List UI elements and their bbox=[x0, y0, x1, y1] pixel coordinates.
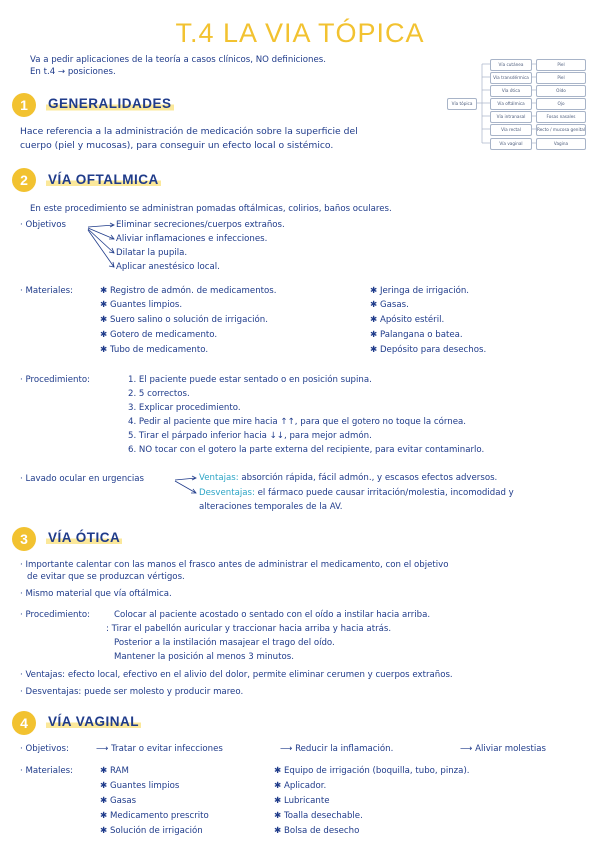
bullet-dot: · bbox=[20, 687, 23, 697]
route-table-left: Vía ótica bbox=[490, 85, 532, 97]
s4-objective-text: Aliviar molestias bbox=[475, 744, 547, 754]
route-table-right: Ojo bbox=[536, 98, 586, 110]
s3-desventajas-label: Desventajas: bbox=[25, 687, 82, 697]
s2-material-text: Apósito estéril. bbox=[379, 315, 445, 325]
s2-materials-label-text: Materiales: bbox=[25, 286, 74, 296]
s2-material-text: Tubo de medicamento. bbox=[109, 345, 209, 355]
s2-objective: Aliviar inflamaciones e infecciones. bbox=[116, 234, 268, 244]
s4-material-text: RAM bbox=[109, 766, 129, 776]
s2-objective: Aplicar anestésico local. bbox=[116, 262, 220, 272]
route-table-right: Piel bbox=[536, 59, 586, 71]
s2-material-text: Registro de admón. de medicamentos. bbox=[109, 286, 277, 296]
s1-text-1: Hace referencia a la administración de medicación sobre la superficie del bbox=[20, 126, 358, 137]
s2-material-text: Guantes limpios. bbox=[109, 300, 183, 310]
s4-material-right: ✱ Bolsa de desecho bbox=[274, 826, 360, 836]
s2-procedure-label-text: Procedimiento: bbox=[25, 375, 90, 385]
s1-text-2: cuerpo (piel y mucosas), para conseguir un efecto local o sistémico. bbox=[20, 140, 334, 151]
s4-material-left: ✱ Gasas bbox=[100, 796, 137, 806]
s3-proc-step: : Tirar el pabellón auricular y traccionar hacia arriba y hacia atrás. bbox=[106, 624, 392, 634]
s2-desventajas-text: el fármaco puede causar irritación/molestia, incomodidad y bbox=[257, 488, 514, 498]
route-table-left: Vía cutánea bbox=[490, 59, 532, 71]
route-table-left: Vía oftálmica bbox=[490, 98, 532, 110]
s2-desventajas bbox=[199, 488, 514, 499]
s4-material-left: ✱ Guantes limpios bbox=[100, 781, 180, 791]
s2-step: 6. NO tocar con el gotero la parte externa del recipiente, para evitar contaminarlo. bbox=[128, 445, 485, 455]
s2-material-right: ✱ Apósito estéril. bbox=[370, 315, 445, 325]
s2-material-text: Jeringa de irrigación. bbox=[379, 286, 470, 296]
route-table-right: Vagina bbox=[536, 138, 586, 150]
s2-objective: Eliminar secreciones/cuerpos extraños. bbox=[116, 220, 285, 230]
s4-objectives-label bbox=[20, 744, 69, 755]
bullet-dot: · bbox=[20, 589, 23, 599]
s2-step: 1. El paciente puede estar sentado o en posición supina. bbox=[128, 375, 372, 385]
page-title: T.4 LA VIA TÓPICA bbox=[175, 18, 425, 48]
route-table-right: Piel bbox=[536, 72, 586, 84]
s2-material-left: ✱ Suero salino o solución de irrigación. bbox=[100, 315, 268, 325]
s4-material-left: ✱ Medicamento prescrito bbox=[100, 811, 209, 821]
s4-material-text: Toalla desechable. bbox=[283, 811, 363, 821]
s2-ventajas bbox=[199, 473, 497, 484]
s2-material-right: ✱ Jeringa de irrigación. bbox=[370, 286, 470, 296]
s2-step: 4. Pedir al paciente que mire hacia ↑↑, para que el gotero no toque la córnea. bbox=[128, 417, 467, 427]
s3-proc-step-text: Tirar el pabellón auricular y traccionar hacia arriba y hacia atrás. bbox=[111, 624, 392, 634]
s4-material-text: Gasas bbox=[109, 796, 137, 806]
section-2-title: VÍA OFTALMICA bbox=[48, 172, 159, 187]
s4-material-right: ✱ Aplicador. bbox=[274, 781, 327, 791]
s4-objectives-label-text: Objetivos: bbox=[25, 744, 69, 754]
s2-ventajas-text: absorción rápida, fácil admón., y escasos efectos adversos. bbox=[241, 473, 498, 483]
s4-material-text: Bolsa de desecho bbox=[283, 826, 360, 836]
s2-objectives-label-text: Objetivos bbox=[25, 220, 66, 230]
s2-material-text: Gasas. bbox=[379, 300, 409, 310]
s4-objective: ⟶ Aliviar molestias bbox=[460, 744, 547, 754]
section-3-number: 3 bbox=[12, 527, 36, 551]
s4-material-text: Solución de irrigación bbox=[109, 826, 203, 836]
route-table-right: Fosas nasales bbox=[536, 111, 586, 123]
s2-material-text: Suero salino o solución de irrigación. bbox=[109, 315, 268, 325]
bullet-dot: · bbox=[20, 744, 23, 754]
route-table-left: Vía intranasal bbox=[490, 111, 532, 123]
s2-ventajas-label: Ventajas: bbox=[199, 473, 239, 483]
s4-material-text: Medicamento prescrito bbox=[109, 811, 209, 821]
section-4-title: VÍA VAGINAL bbox=[48, 714, 140, 729]
s2-step: 2. 5 correctos. bbox=[128, 389, 190, 399]
s3-bullet-1-cont: de evitar que se produzcan vértigos. bbox=[27, 572, 185, 582]
section-4-number: 4 bbox=[12, 711, 36, 735]
s2-material-left: ✱ Tubo de medicamento. bbox=[100, 345, 209, 355]
s2-material-text: Gotero de medicamento. bbox=[109, 330, 218, 340]
route-table-left: Vía transdérmica bbox=[490, 72, 532, 84]
s2-intro: En este procedimiento se administran pomadas oftálmicas, colirios, baños oculares. bbox=[30, 204, 392, 214]
section-3-title: VÍA ÓTICA bbox=[48, 530, 121, 545]
bullet-dot: · bbox=[20, 286, 23, 296]
s3-bullet-1 bbox=[20, 560, 449, 571]
bullet-dot: · bbox=[20, 220, 23, 230]
s2-material-right: ✱ Gasas. bbox=[370, 300, 409, 310]
s4-materials-label-text: Materiales: bbox=[25, 766, 74, 776]
route-table-right: Recto / mucosa genital bbox=[536, 124, 586, 136]
s4-material-text: Aplicador. bbox=[283, 781, 327, 791]
s2-step: 3. Explicar procedimiento. bbox=[128, 403, 241, 413]
route-table-left: Vía rectal bbox=[490, 124, 532, 136]
s2-material-text: Depósito para desechos. bbox=[379, 345, 487, 355]
s4-material-right: ✱ Equipo de irrigación (boquilla, tubo, pinza). bbox=[274, 766, 470, 776]
s4-objective-text: Tratar o evitar infecciones bbox=[111, 744, 223, 754]
s3-desventajas bbox=[20, 687, 243, 698]
s2-material-right: ✱ Depósito para desechos. bbox=[370, 345, 487, 355]
s2-desventajas-label: Desventajas: bbox=[199, 488, 255, 498]
s4-material-right: ✱ Toalla desechable. bbox=[274, 811, 363, 821]
route-table-left: Vía vaginal bbox=[490, 138, 532, 150]
s3-bullet-2-text: Mismo material que vía oftálmica. bbox=[25, 589, 172, 599]
s4-materials-label bbox=[20, 766, 73, 777]
s2-desventajas-cont: alteraciones temporales de la AV. bbox=[199, 502, 343, 512]
s3-bullet-2 bbox=[20, 589, 172, 600]
s2-material-left: ✱ Guantes limpios. bbox=[100, 300, 183, 310]
s3-procedure-label bbox=[20, 610, 90, 621]
bullet-dot: · bbox=[20, 610, 23, 620]
bullet-dot: · bbox=[20, 766, 23, 776]
s4-material-text: Equipo de irrigación (boquilla, tubo, pinza). bbox=[283, 766, 470, 776]
s4-material-left: ✱ RAM bbox=[100, 766, 129, 776]
s2-lavado-label-text: Lavado ocular en urgencias bbox=[25, 474, 145, 484]
s3-ventajas-label: Ventajas: bbox=[25, 670, 66, 680]
route-table-right: Oído bbox=[536, 85, 586, 97]
s4-material-text: Guantes limpios bbox=[109, 781, 180, 791]
intro-line-2: En t.4 → posiciones. bbox=[30, 67, 116, 77]
intro-line-1: Va a pedir aplicaciones de la teoría a casos clínicos, NO definiciones. bbox=[30, 55, 326, 65]
section-2-number: 2 bbox=[12, 168, 36, 192]
s4-objective-text: Reducir la inflamación. bbox=[295, 744, 394, 754]
s2-material-text: Palangana o batea. bbox=[379, 330, 463, 340]
s3-desventajas-text: puede ser molesto y producir mareo. bbox=[84, 687, 244, 697]
s3-proc-step: Mantener la posición al menos 3 minutos. bbox=[114, 652, 294, 662]
s4-material-left: ✱ Solución de irrigación bbox=[100, 826, 203, 836]
s3-ventajas bbox=[20, 670, 453, 681]
bullet-dot: · bbox=[20, 560, 23, 570]
s3-procedure-label-text: Procedimiento: bbox=[25, 610, 90, 620]
s4-objective: ⟶ Tratar o evitar infecciones bbox=[96, 744, 223, 754]
section-1-number: 1 bbox=[12, 93, 36, 117]
s4-material-text: Lubricante bbox=[283, 796, 330, 806]
s2-objective: Dilatar la pupila. bbox=[116, 248, 188, 258]
section-1-title: GENERALIDADES bbox=[48, 96, 172, 111]
s3-proc-step: Colocar al paciente acostado o sentado con el oído a instilar hacia arriba. bbox=[114, 610, 431, 620]
s3-proc-step: Posterior a la instilación masajear el trago del oído. bbox=[114, 638, 335, 648]
s2-step: 5. Tirar el párpado inferior hacia ↓↓, para mejor admón. bbox=[128, 431, 372, 441]
s2-material-left: ✱ Registro de admón. de medicamentos. bbox=[100, 286, 277, 296]
route-table-root: Vía tópica bbox=[447, 98, 477, 110]
s3-ventajas-text: efecto local, efectivo en el alivio del dolor, permite eliminar cerumen y cuerpos extraños. bbox=[67, 670, 453, 680]
s4-material-right: ✱ Lubricante bbox=[274, 796, 330, 806]
s3-bullet-1-text: Importante calentar con las manos el frasco antes de administrar el medicamento, con el objetivo bbox=[25, 560, 449, 570]
s4-objective: ⟶ Reducir la inflamación. bbox=[280, 744, 394, 754]
s2-material-left: ✱ Gotero de medicamento. bbox=[100, 330, 218, 340]
bullet-dot: · bbox=[20, 670, 23, 680]
bullet-dot: · bbox=[20, 474, 23, 484]
bullet-dot: · bbox=[20, 375, 23, 385]
s2-material-right: ✱ Palangana o batea. bbox=[370, 330, 463, 340]
